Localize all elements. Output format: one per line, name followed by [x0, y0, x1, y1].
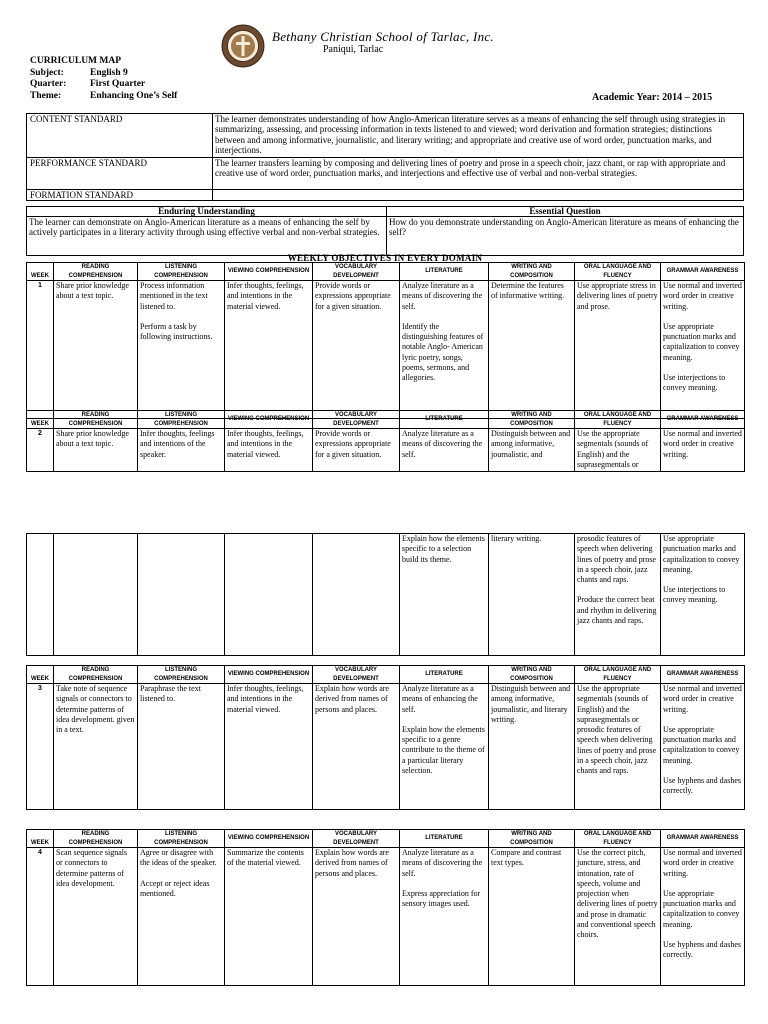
week-header-row: [27, 263, 745, 281]
column-header: WEEK: [27, 666, 54, 684]
week-number: 2: [27, 429, 54, 472]
objective-text: Paraphrase the text listened to.: [140, 684, 201, 704]
objective-cell: [400, 684, 489, 810]
standard-label: FORMATION STANDARD: [27, 190, 213, 201]
objective-text: Use normal and inverted word order in creative writing.: [663, 281, 742, 311]
paragraph-gap: [402, 879, 486, 889]
objective-text: Agree or disagree with the ideas of the speaker.: [140, 848, 217, 868]
column-header: WEEK: [27, 830, 54, 848]
column-header: LITERATURE: [400, 263, 489, 281]
objective-text: Infer thoughts, feelings, and intentions in the material viewed.: [227, 429, 304, 459]
objective-text: Use interjections to convey meaning.: [663, 373, 726, 393]
subject-value: English 9: [90, 67, 128, 78]
theme-value: Enhancing One’s Self: [90, 90, 178, 101]
standard-label: CONTENT STANDARD: [27, 114, 213, 158]
objective-text: literary writing.: [491, 534, 542, 543]
content-standard-row: [27, 114, 744, 158]
column-header: WRITING AND COMPOSITION: [489, 411, 575, 429]
objective-text: Determine the features of informative writing.: [491, 281, 565, 301]
column-header: WRITING AND COMPOSITION: [489, 666, 575, 684]
objective-text: Process information mentioned in the text listened to.: [140, 281, 208, 311]
eq-header: Essential Question: [387, 207, 744, 217]
objective-cell: [138, 848, 225, 986]
objective-cell: [313, 281, 400, 419]
column-header: GRAMMAR AWARENESS: [661, 666, 745, 684]
objective-cell: [313, 429, 400, 472]
objective-cell: [489, 281, 575, 419]
column-header: VIEWING COMPREHENSION: [225, 411, 313, 429]
column-header: WRITING AND COMPOSITION: [489, 263, 575, 281]
eu-text: The learner can demonstrate on Anglo-American literature as a means of enhancing the self by actively participates in a literary activity through using effective verbal and non-verbal strategies.: [27, 217, 387, 256]
objective-text: Use appropriate punctuation marks and capitalization to convey meaning.: [663, 321, 740, 362]
week-number: [27, 534, 54, 656]
paragraph-gap: [663, 312, 742, 322]
standard-text: The learner transfers learning by composing and delivering lines of poetry and prose in a speech choir, jazz chant, or rap with appropriate and creative use of word order, punctuation marks, and interjections and effective use of verbal and non-verbal strategies.: [213, 158, 744, 190]
column-header: VOCABULARY DEVELOPMENT: [313, 411, 400, 429]
objective-text: Explain how the elements specific to a genre contribute to the theme of a particular literary selection.: [402, 724, 485, 776]
paragraph-gap: [140, 869, 222, 879]
objective-cell: [489, 534, 575, 656]
weekly-objectives-title: WEEKLY OBJECTIVES IN EVERY DOMAIN: [287, 253, 483, 263]
paragraph-gap: [663, 930, 742, 940]
objective-cell: [575, 848, 661, 986]
objective-text: Express appreciation for sensory images used.: [402, 888, 481, 909]
objective-cell: [54, 684, 138, 810]
objective-text: Analyze literature as a means of enhancing the self.: [402, 684, 478, 714]
eq-text: How do you demonstrate understanding on Anglo-American literature as means of enhancing the self?: [387, 217, 744, 256]
column-header: READING COMPREHENSION: [54, 830, 138, 848]
formation-standard-row: [27, 190, 744, 201]
column-header: GRAMMAR AWARENESS: [661, 830, 745, 848]
objective-cell: [661, 429, 745, 472]
objective-text: Infer thoughts, feelings, and intentions in the material viewed.: [227, 281, 304, 311]
academic-year: Academic Year: 2014 – 2015: [592, 92, 713, 103]
quarter-value: First Quarter: [90, 79, 146, 89]
objective-text: Use hyphens and dashes correctly.: [663, 940, 741, 960]
objective-cell: [225, 429, 313, 472]
objective-text: Use hyphens and dashes correctly.: [663, 776, 741, 796]
column-header: WEEK: [27, 263, 54, 281]
objective-text: Explain how the elements specific to a selection build its theme.: [402, 534, 485, 564]
column-header: GRAMMAR AWARENESS: [661, 411, 745, 429]
column-header: GRAMMAR AWARENESS: [661, 263, 745, 281]
objective-cell: [225, 848, 313, 986]
week-header-row: [27, 666, 745, 684]
column-header: VOCABULARY DEVELOPMENT: [313, 263, 400, 281]
objective-cell: [489, 848, 575, 986]
school-name: Bethany Christian School of Tarlac, Inc.: [272, 29, 495, 44]
column-header: LISTENING COMPREHENSION: [138, 411, 225, 429]
objective-cell: [661, 534, 745, 656]
performance-standard-row: [27, 158, 744, 190]
standard-label: PERFORMANCE STANDARD: [27, 158, 213, 190]
week-number: 1: [27, 281, 54, 419]
standards-table: [26, 113, 744, 201]
standard-text: The learner demonstrates understanding of how Anglo-American literature serves as a means of enhancing the self through using strategies in summarizing, assessing, and processing information in texts listened to and viewed; word derivation and formation strategies; distinctions between and among informative, journalistic, and literary writing; and appropriate and creative use of word order, punctuation marks, and interjections.: [213, 114, 744, 158]
objective-text: Distinguish between and among informative, journalistic, and literary writing.: [491, 684, 571, 724]
understanding-table: [26, 206, 744, 256]
column-header: ORAL LANGUAGE AND FLUENCY: [575, 263, 661, 281]
objective-cell: [138, 281, 225, 419]
week-table: [26, 410, 745, 472]
objective-text: Use normal and inverted word order in creative writing.: [663, 848, 742, 878]
objective-text: Analyze literature as a means of discovering the self.: [402, 429, 483, 459]
column-header: LISTENING COMPREHENSION: [138, 830, 225, 848]
objective-cell: [400, 534, 489, 656]
column-header: VIEWING COMPREHENSION: [225, 263, 313, 281]
column-header: WEEK: [27, 411, 54, 429]
week-table: [26, 533, 745, 656]
week-header-row: [27, 411, 745, 429]
objective-cell: [661, 684, 745, 810]
objective-text: Infer thoughts, feelings, and intentions in the material viewed.: [227, 684, 304, 714]
objective-text: Produce the correct beat and rhythm in delivering jazz chants and raps.: [577, 595, 657, 626]
week-table: [26, 829, 745, 986]
objective-text: Share prior knowledge about a text topic.: [56, 429, 129, 449]
objective-cell: [138, 684, 225, 810]
objective-text: Use appropriate punctuation marks and capitalization to convey meaning.: [663, 724, 740, 765]
objective-text: Use appropriate punctuation marks and capitalization to convey meaning.: [663, 534, 740, 574]
week-row: [27, 534, 745, 656]
objective-text: Use normal and inverted word order in creative writing.: [663, 684, 742, 714]
paragraph-gap: [402, 312, 486, 322]
week-number: 3: [27, 684, 54, 810]
column-header: VOCABULARY DEVELOPMENT: [313, 830, 400, 848]
column-header: LITERATURE: [400, 411, 489, 429]
objective-cell: [313, 534, 400, 656]
column-header: LISTENING COMPREHENSION: [138, 666, 225, 684]
column-header: READING COMPREHENSION: [54, 666, 138, 684]
column-header: VOCABULARY DEVELOPMENT: [313, 666, 400, 684]
objective-cell: [400, 848, 489, 986]
objective-cell: [400, 429, 489, 472]
objective-text: Identify the distinguishing features of notable Anglo- American lyric poetry, songs, poems, sermons, and allegories.: [402, 321, 484, 383]
objective-cell: [489, 684, 575, 810]
column-header: ORAL LANGUAGE AND FLUENCY: [575, 830, 661, 848]
week-table: [26, 262, 745, 419]
column-header: VIEWING COMPREHENSION: [225, 830, 313, 848]
column-header: VIEWING COMPREHENSION: [225, 666, 313, 684]
quarter-label: Quarter:: [30, 79, 67, 89]
objective-text: Provide words or expressions appropriate for a given situation.: [315, 281, 391, 311]
objective-text: Use normal and inverted word order in creative writing.: [663, 429, 742, 459]
column-header: ORAL LANGUAGE AND FLUENCY: [575, 666, 661, 684]
week-row: [27, 281, 745, 419]
objective-text: Summarize the contents of the material viewed.: [227, 848, 304, 868]
paragraph-gap: [663, 766, 742, 776]
paragraph-gap: [663, 879, 742, 889]
objective-cell: [225, 534, 313, 656]
objective-cell: [54, 848, 138, 986]
objective-cell: [575, 534, 661, 656]
objective-cell: [313, 684, 400, 810]
week-header-row: [27, 830, 745, 848]
column-header: WRITING AND COMPOSITION: [489, 830, 575, 848]
doc-title: CURRICULUM MAP: [30, 56, 122, 66]
objective-text: Use the appropriate segmentals (sounds of English) and the suprasegmentals or: [577, 429, 649, 469]
objective-text: Provide words or expressions appropriate for a given situation.: [315, 429, 391, 459]
paragraph-gap: [663, 575, 742, 585]
curriculum-meta: [30, 56, 177, 102]
objective-text: Use appropriate stress in delivering lines of poetry and prose.: [577, 281, 658, 311]
week-row: [27, 684, 745, 810]
school-seal-icon: [221, 24, 265, 68]
week-row: [27, 848, 745, 986]
column-header: READING COMPREHENSION: [54, 411, 138, 429]
objective-cell: [575, 684, 661, 810]
subject-label: Subject:: [30, 67, 64, 78]
objective-text: Infer thoughts, feelings and intentions of the speaker.: [140, 429, 215, 459]
objective-text: Compare and contrast text types.: [491, 848, 562, 868]
paragraph-gap: [402, 715, 486, 725]
objective-cell: [138, 534, 225, 656]
objective-text: Explain how words are derived from names of persons and places.: [315, 684, 389, 714]
paragraph-gap: [140, 312, 222, 322]
column-header: READING COMPREHENSION: [54, 263, 138, 281]
paragraph-gap: [663, 363, 742, 373]
week-row: [27, 429, 745, 472]
school-town: Paniqui, Tarlac: [323, 44, 384, 55]
objective-cell: [400, 281, 489, 419]
objective-cell: [575, 429, 661, 472]
objective-cell: [225, 281, 313, 419]
objective-text: Use interjections to convey meaning.: [663, 585, 726, 605]
objective-text: Use the correct pitch, juncture, stress, and intonation, rate of speech, volume and projection when delivering lines of poetry and prose in dramatic and conventional speech choirs.: [577, 848, 658, 940]
objective-cell: [225, 684, 313, 810]
objective-text: Use appropriate punctuation marks and capitalization to convey meaning.: [663, 888, 740, 929]
column-header: ORAL LANGUAGE AND FLUENCY: [575, 411, 661, 429]
objective-cell: [661, 848, 745, 986]
objective-cell: [313, 848, 400, 986]
objective-cell: [575, 281, 661, 419]
column-header: LITERATURE: [400, 666, 489, 684]
objective-text: Use the appropriate segmentals (sounds of English) and the suprasegmentals or prosodic features of speech when delivering lines of poetry and prose in a speech choir, jazz chants and raps.: [577, 684, 657, 776]
theme-label: Theme:: [30, 90, 62, 101]
objective-cell: [54, 534, 138, 656]
objective-text: Share prior knowledge about a text topic.: [56, 281, 129, 301]
week-number: 4: [27, 848, 54, 986]
objective-cell: [138, 429, 225, 472]
objective-text: Take note of sequence signals or connectors to determine patterns of idea development. given in a text.: [56, 684, 135, 735]
objective-text: Distinguish between and among informative, journalistic, and: [491, 429, 571, 459]
objective-text: Perform a task by following instructions.: [140, 321, 213, 342]
paragraph-gap: [577, 585, 658, 595]
objective-cell: [489, 429, 575, 472]
objective-cell: [54, 429, 138, 472]
paragraph-gap: [663, 715, 742, 725]
column-header: LISTENING COMPREHENSION: [138, 263, 225, 281]
standard-text: [213, 190, 744, 201]
column-header: LITERATURE: [400, 830, 489, 848]
week-table: [26, 665, 745, 810]
objective-text: Analyze literature as a means of discovering the self.: [402, 281, 483, 311]
eu-header: Enduring Understanding: [27, 207, 387, 217]
objective-text: Analyze literature as a means of discovering the self.: [402, 848, 483, 878]
objective-cell: [54, 281, 138, 419]
objective-text: Scan sequence signals or connectors to determine patterns of idea development.: [56, 848, 128, 888]
objective-text: prosodic features of speech when delivering lines of poetry and prose in a speech choir, jazz chants and raps.: [577, 534, 657, 585]
objective-text: Explain how words are derived from names of persons and places.: [315, 848, 389, 878]
objective-text: Accept or reject ideas mentioned.: [140, 878, 210, 898]
objective-cell: [661, 281, 745, 419]
